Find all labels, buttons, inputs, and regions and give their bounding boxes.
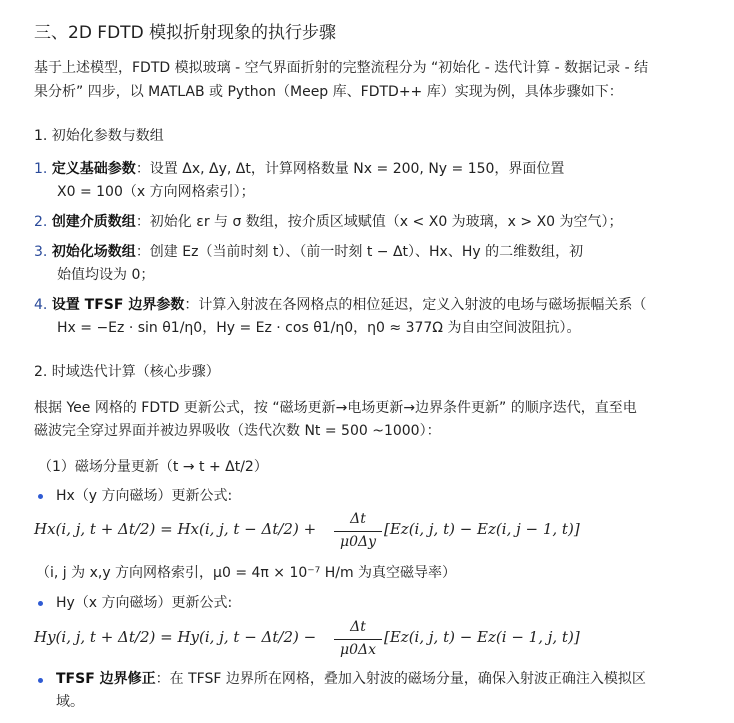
step-item-4-cont: Hx = −Ez · sin θ1/η0，Hy = Ez · cos θ1/η0，η0 ≈ 377Ω 为自由空间波阻抗）。 [57,320,581,336]
step-text: ：设置 Δx, Δy, Δt，计算网格数量 Nx = 200, Ny = 150，界面位置 [135,161,565,177]
step-heading: 初始化场数组 [51,244,136,260]
tfsf-text: ：在 TFSF 边界所在网格，叠加入射波的磁场分量，确保入射波正确注入模拟区 [155,671,646,687]
sub2-para-line-2: 磁波完全穿过界面并被边界吸收（迭代次数 Nt = 500 ~1000）： [34,423,441,439]
section-title: 三、2D FDTD 模拟折射现象的执行步骤 [34,23,337,43]
magnetic-update-step: （1）磁场分量更新（t → t + Δt/2） [38,459,268,475]
step-heading: 创建介质数组 [51,214,136,230]
eq2-denominator: μ0Δx [339,642,376,658]
tfsf-heading: TFSF 边界修正 [56,671,156,687]
eq2-numerator: Δt [350,619,366,635]
step-text: ：初始化 εr 与 σ 数组，按介质区域赋值（x < X0 为玻璃，x > X0 为空气）； [135,214,623,230]
step-item-4 [34,293,646,317]
step-number: 1. [34,161,48,177]
eq2-rhs: [Ez(i, j, t) − Ez(i − 1, j, t)] [384,628,580,646]
subsection-2-title: 2. 时域迭代计算（核心步骤） [34,364,220,380]
sub2-para-line-1: 根据 Yee 网格的 FDTD 更新公式，按 “磁场更新→电场更新→边界条件更新” 的顺序迭代，直至电 [34,400,637,416]
intro-line-2: 果分析” 四步，以 MATLAB 或 Python（Meep 库、FDTD++ 库）实现为例，具体步骤如下： [34,84,623,100]
step-item-1 [34,157,564,181]
tfsf-item [56,667,646,691]
eq2-fraction-bar [334,639,382,640]
eq1-denominator: μ0Δy [339,534,377,550]
step-item-3 [34,240,583,264]
step-item-3-cont: 始值均设为 0； [57,267,155,283]
subsection-1-title: 1. 初始化参数与数组 [34,128,164,144]
hx-label: Hx（y 方向磁场）更新公式: [56,488,233,504]
bullet-dot [38,494,43,499]
step-number: 3. [34,244,48,260]
bullet-dot [38,678,43,683]
step-heading: 定义基础参数 [51,161,136,177]
index-note: （i, j 为 x,y 方向网格索引，μ0 = 4π × 10⁻⁷ H/m 为真空磁导率） [36,565,457,581]
eq1-numerator: Δt [350,511,366,527]
tfsf-item-cont: 域。 [56,694,84,710]
step-text: ：创建 Ez（当前时刻 t）、（前一时刻 t − Δt）、Hx、Hy 的二维数组，初 [135,244,584,260]
intro-line-1: 基于上述模型，FDTD 模拟玻璃 - 空气界面折射的完整流程分为 “初始化 - 迭代计算 - 数据记录 - 结 [34,60,649,76]
eq1-rhs: [Ez(i, j, t) − Ez(i, j − 1, t)] [384,520,580,538]
eq1-fraction-bar [334,531,382,532]
hy-label: Hy（x 方向磁场）更新公式: [56,595,233,611]
eq2-lhs: Hy(i, j, t + Δt/2) = Hy(i, j, t − Δt/2) − [34,628,317,646]
step-number: 4. [34,297,48,313]
step-text: ：计算入射波在各网格点的相位延迟，定义入射波的电场与磁场振幅关系（ [184,297,647,313]
step-item-1-cont: X0 = 100（x 方向网格索引）； [57,184,255,200]
eq1-lhs: Hx(i, j, t + Δt/2) = Hx(i, j, t − Δt/2) + [34,520,317,538]
step-number: 2. [34,214,48,230]
bullet-dot [38,601,43,606]
step-item-2 [34,210,623,234]
step-heading: 设置 TFSF 边界参数 [51,297,185,313]
